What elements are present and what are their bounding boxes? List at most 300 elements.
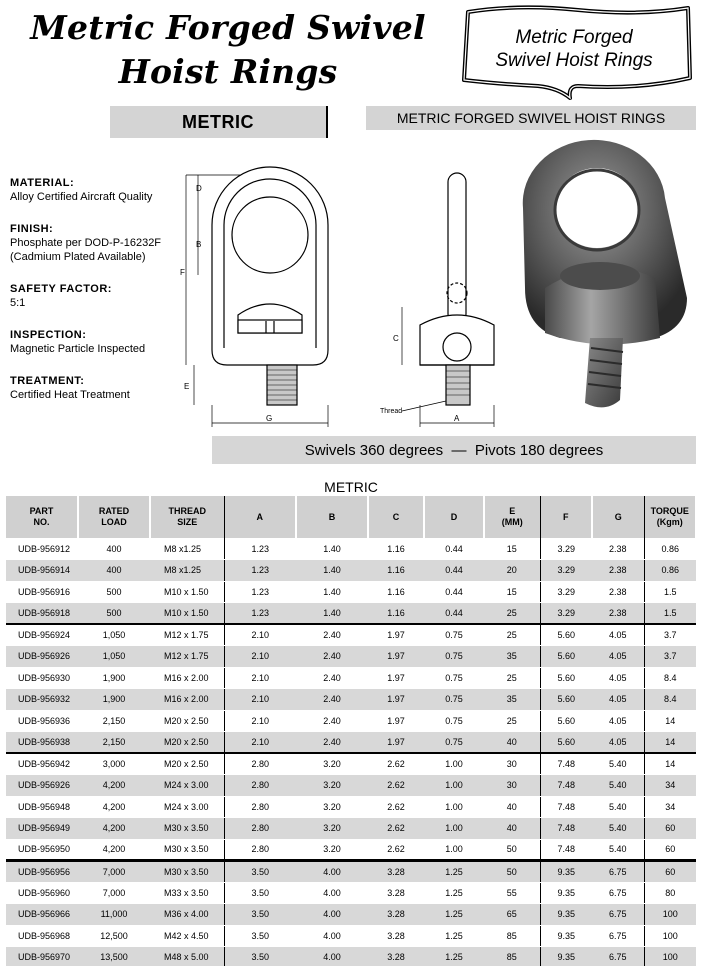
table-row [6, 925, 696, 947]
table-cell: 0.44 [424, 538, 484, 560]
table-cell: 7.48 [540, 753, 592, 775]
table-cell: 5.60 [540, 646, 592, 668]
table-cell: M12 x 1.75 [150, 646, 224, 668]
table-cell: 50 [484, 861, 540, 883]
column-header [644, 496, 696, 538]
table-cell: 5.60 [540, 667, 592, 689]
table-cell: 1.25 [424, 925, 484, 947]
table-cell: 40 [484, 818, 540, 840]
table-cell: M24 x 3.00 [150, 775, 224, 797]
table-cell: 2.40 [296, 624, 368, 646]
table-cell: 1.00 [424, 839, 484, 861]
table-cell: 9.35 [540, 861, 592, 883]
table-cell: 6.75 [592, 861, 644, 883]
table-cell: 0.44 [424, 581, 484, 603]
table-cell: 50 [484, 839, 540, 861]
table-cell: 80 [644, 882, 696, 904]
table-cell: 4.00 [296, 925, 368, 947]
spec-label: FINISH: [10, 223, 54, 235]
table-cell: 5.40 [592, 818, 644, 840]
table-cell: 6.75 [592, 882, 644, 904]
table-cell: 15 [484, 538, 540, 560]
table-cell: 5.60 [540, 732, 592, 754]
table-cell: 11,000 [78, 904, 150, 926]
table-cell: M36 x 4.00 [150, 904, 224, 926]
table-cell: M33 x 3.50 [150, 882, 224, 904]
feature-swivel: Swivels 360 degrees [304, 441, 444, 459]
main-title-line2: Hoist Rings [118, 52, 338, 91]
table-cell: 1.25 [424, 904, 484, 926]
table-cell: 1.23 [224, 560, 296, 582]
table-cell: 2.62 [368, 753, 424, 775]
table-row [6, 560, 696, 582]
table-cell: 0.75 [424, 624, 484, 646]
table-cell: 2.38 [592, 581, 644, 603]
table-cell: 34 [644, 796, 696, 818]
table-cell: M30 x 3.50 [150, 818, 224, 840]
table-cell: 7,000 [78, 882, 150, 904]
table-cell: UDB-956932 [6, 689, 78, 711]
table-cell: 3.29 [540, 603, 592, 625]
dim-label-e: E [184, 382, 190, 391]
table-cell: 400 [78, 538, 150, 560]
dim-label-d: D [196, 184, 202, 193]
table-cell: 55 [484, 882, 540, 904]
table-cell: 1.23 [224, 581, 296, 603]
table-cell: 2.10 [224, 710, 296, 732]
dim-label-b: B [196, 240, 202, 249]
table-cell: 0.86 [644, 538, 696, 560]
table-cell: 2.62 [368, 775, 424, 797]
table-cell: 1.97 [368, 667, 424, 689]
table-cell: 1.00 [424, 775, 484, 797]
column-header-line2: LOAD [101, 517, 127, 527]
table-row [6, 646, 696, 668]
table-cell: 1.40 [296, 603, 368, 625]
badge-line2: Swivel Hoist Rings [495, 50, 653, 71]
table-cell: 500 [78, 581, 150, 603]
table-cell: 4,200 [78, 818, 150, 840]
table-cell: 13,500 [78, 947, 150, 966]
table-cell: UDB-956926 [6, 646, 78, 668]
table-cell: 3.20 [296, 796, 368, 818]
spec-value: Magnetic Particle Inspected [10, 343, 146, 355]
table-caption: METRIC [324, 479, 378, 495]
feature-pivot: Pivots 180 degrees [474, 441, 604, 459]
table-cell: 7.48 [540, 839, 592, 861]
table-cell: 60 [644, 861, 696, 883]
table-cell: 1.40 [296, 581, 368, 603]
table-cell: 12,500 [78, 925, 150, 947]
table-cell: 1.25 [424, 947, 484, 966]
table-cell: 3.50 [224, 882, 296, 904]
table-cell: 8.4 [644, 689, 696, 711]
spec-value: Certified Heat Treatment [10, 389, 130, 401]
spec-label: SAFETY FACTOR: [10, 283, 112, 295]
dim-label-a: A [454, 414, 460, 423]
spec-value: Phosphate per DOD-P-16232F [10, 237, 162, 249]
table-cell: 5.60 [540, 710, 592, 732]
table-cell: UDB-956916 [6, 581, 78, 603]
dim-label-f: F [180, 268, 185, 277]
table-cell: 2.40 [296, 667, 368, 689]
table-cell: 1.00 [424, 818, 484, 840]
column-header-line1: A [256, 511, 263, 522]
table-cell: 3.28 [368, 904, 424, 926]
table-cell: 100 [644, 925, 696, 947]
table-cell: 40 [484, 796, 540, 818]
table-cell: 0.44 [424, 560, 484, 582]
table-cell: 4.00 [296, 904, 368, 926]
table-cell: 3.28 [368, 947, 424, 966]
table-cell: 9.35 [540, 904, 592, 926]
table-row [6, 796, 696, 818]
table-cell: 2.40 [296, 710, 368, 732]
table-cell: 35 [484, 646, 540, 668]
table-cell: 15 [484, 581, 540, 603]
column-header-line1: TORQUE [650, 506, 689, 516]
table-cell: 25 [484, 667, 540, 689]
table-cell: 5.40 [592, 839, 644, 861]
column-header [540, 496, 592, 538]
table-cell: 1.97 [368, 710, 424, 732]
table-cell: M10 x 1.50 [150, 603, 224, 625]
table-cell: 2.10 [224, 732, 296, 754]
table-cell: 4,200 [78, 775, 150, 797]
table-cell: 4.05 [592, 710, 644, 732]
spec-label: INSPECTION: [10, 329, 87, 341]
table-cell: 2.62 [368, 839, 424, 861]
column-header-line1: B [328, 511, 336, 522]
table-cell: 0.75 [424, 667, 484, 689]
table-cell: UDB-956950 [6, 839, 78, 861]
table-cell: 9.35 [540, 947, 592, 966]
column-header-line1: RATED [98, 506, 130, 516]
product-header: METRIC FORGED SWIVEL HOIST RINGS [366, 106, 696, 130]
technical-drawing [180, 165, 510, 435]
table-cell: 3.20 [296, 775, 368, 797]
table-cell: 25 [484, 710, 540, 732]
table-cell: 3.29 [540, 538, 592, 560]
table-cell: 4,200 [78, 796, 150, 818]
table-cell: M30 x 3.50 [150, 839, 224, 861]
table-cell: 14 [644, 710, 696, 732]
column-header-line1: E [509, 506, 516, 516]
table-cell: 14 [644, 732, 696, 754]
table-cell: 2.80 [224, 839, 296, 861]
table-row [6, 861, 696, 883]
table-cell: 7.48 [540, 818, 592, 840]
column-header [368, 496, 424, 538]
table-cell: M20 x 2.50 [150, 753, 224, 775]
table-cell: UDB-956970 [6, 947, 78, 966]
table-cell: 35 [484, 689, 540, 711]
table-cell: 6.75 [592, 947, 644, 966]
table-row [6, 710, 696, 732]
table-cell: M30 x 3.50 [150, 861, 224, 883]
table-cell: 3.50 [224, 904, 296, 926]
feature-dash: — [451, 441, 467, 459]
table-cell: 2,150 [78, 710, 150, 732]
table-cell: 60 [644, 818, 696, 840]
table-cell: 7,000 [78, 861, 150, 883]
table-row [6, 775, 696, 797]
table-cell: 1.16 [368, 603, 424, 625]
column-header-line1: F [563, 511, 569, 522]
table-cell: 2.10 [224, 646, 296, 668]
table-cell: M20 x 2.50 [150, 732, 224, 754]
table-cell: 1,900 [78, 667, 150, 689]
table-cell: M8 x1.25 [150, 560, 224, 582]
table-cell: 1.00 [424, 796, 484, 818]
table-cell: 30 [484, 775, 540, 797]
column-header [6, 496, 78, 538]
table-cell: 2.80 [224, 775, 296, 797]
table-cell: M20 x 2.50 [150, 710, 224, 732]
table-cell: 60 [644, 839, 696, 861]
table-cell: 2.10 [224, 689, 296, 711]
table-cell: 4,200 [78, 839, 150, 861]
table-cell: UDB-956949 [6, 818, 78, 840]
table-cell: 100 [644, 947, 696, 966]
table-cell: 0.75 [424, 646, 484, 668]
table-cell: 1.97 [368, 646, 424, 668]
column-header-line2: SIZE [177, 517, 198, 527]
table-cell: 1,050 [78, 646, 150, 668]
table-cell: 4.00 [296, 882, 368, 904]
table-cell: 5.60 [540, 689, 592, 711]
table-cell: UDB-956942 [6, 753, 78, 775]
table-row [6, 538, 696, 560]
metric-header-divider [326, 106, 328, 138]
table-cell: 0.75 [424, 710, 484, 732]
table-cell: 4.05 [592, 667, 644, 689]
table-cell: 8.4 [644, 667, 696, 689]
table-row [6, 689, 696, 711]
table-cell: 25 [484, 603, 540, 625]
table-cell: 100 [644, 904, 696, 926]
table-row [6, 947, 696, 966]
table-cell: 2.80 [224, 753, 296, 775]
table-cell: 1.97 [368, 689, 424, 711]
table-cell: 3.28 [368, 925, 424, 947]
table-row [6, 753, 696, 775]
table-cell: 2.40 [296, 689, 368, 711]
spec-label: MATERIAL: [10, 177, 75, 189]
column-header [150, 496, 224, 538]
table-cell: 85 [484, 925, 540, 947]
table-cell: 2.62 [368, 818, 424, 840]
table-cell: UDB-956926 [6, 775, 78, 797]
column-header [224, 496, 296, 538]
table-cell: 2.38 [592, 560, 644, 582]
table-cell: 9.35 [540, 882, 592, 904]
table-header-row [6, 496, 696, 538]
table-cell: 3.50 [224, 861, 296, 883]
table-cell: 85 [484, 947, 540, 966]
table-cell: UDB-956930 [6, 667, 78, 689]
table-cell: 1.23 [224, 603, 296, 625]
table-cell: 1.97 [368, 732, 424, 754]
table-row [6, 904, 696, 926]
spec-label: TREATMENT: [10, 375, 85, 387]
table-cell: 2.38 [592, 538, 644, 560]
column-header-line2: (MM) [501, 517, 523, 527]
table-cell: 65 [484, 904, 540, 926]
table-cell: 3.28 [368, 882, 424, 904]
table-row [6, 882, 696, 904]
table-cell: 2.38 [592, 603, 644, 625]
column-header-line1: C [392, 511, 400, 522]
metric-header: METRIC [110, 106, 326, 138]
table-cell: M16 x 2.00 [150, 667, 224, 689]
spec-value: Alloy Certified Aircraft Quality [10, 191, 153, 203]
table-cell: UDB-956938 [6, 732, 78, 754]
table-cell: 3.7 [644, 646, 696, 668]
column-header [78, 496, 150, 538]
table-cell: UDB-956966 [6, 904, 78, 926]
table-cell: 34 [644, 775, 696, 797]
column-header [592, 496, 644, 538]
table-cell: M8 x1.25 [150, 538, 224, 560]
table-cell: M42 x 4.50 [150, 925, 224, 947]
spec-value: 5:1 [10, 297, 26, 309]
table-cell: 4.05 [592, 646, 644, 668]
column-header-line1: PART [29, 506, 54, 516]
table-cell: 3.20 [296, 753, 368, 775]
table-cell: M24 x 3.00 [150, 796, 224, 818]
table-cell: UDB-956956 [6, 861, 78, 883]
dim-label-thread: Thread [380, 408, 403, 415]
table-cell: UDB-956948 [6, 796, 78, 818]
feature-bar [212, 436, 696, 464]
table-cell: 0.75 [424, 732, 484, 754]
main-title [18, 6, 438, 94]
table-cell: 2.80 [224, 796, 296, 818]
table-cell: 4.05 [592, 732, 644, 754]
table-cell: 3.50 [224, 947, 296, 966]
table-row [6, 818, 696, 840]
table-cell: 1.40 [296, 538, 368, 560]
table-cell: 3.7 [644, 624, 696, 646]
table-cell: 1.16 [368, 560, 424, 582]
product-photo [505, 138, 695, 418]
table-cell: 2,150 [78, 732, 150, 754]
column-header [296, 496, 368, 538]
table-cell: 25 [484, 624, 540, 646]
table-row [6, 581, 696, 603]
table-cell: 1,900 [78, 689, 150, 711]
table-cell: UDB-956912 [6, 538, 78, 560]
table-cell: 0.75 [424, 689, 484, 711]
table-cell: 4.00 [296, 861, 368, 883]
table-cell: 1.40 [296, 560, 368, 582]
table-cell: 1.25 [424, 861, 484, 883]
table-cell: 5.40 [592, 753, 644, 775]
table-row [6, 624, 696, 646]
table-cell: UDB-956924 [6, 624, 78, 646]
table-cell: UDB-956968 [6, 925, 78, 947]
table-cell: M48 x 5.00 [150, 947, 224, 966]
badge-line1: Metric Forged [515, 27, 633, 48]
table-row [6, 732, 696, 754]
spec-table [6, 496, 697, 966]
table-cell: 2.80 [224, 818, 296, 840]
column-header-line2: (Kgm) [656, 517, 683, 527]
table-cell: 5.40 [592, 796, 644, 818]
table-cell: UDB-956914 [6, 560, 78, 582]
column-header-line2: NO. [33, 517, 50, 527]
table-cell: M16 x 2.00 [150, 689, 224, 711]
table-cell: M10 x 1.50 [150, 581, 224, 603]
table-cell: M12 x 1.75 [150, 624, 224, 646]
table-row [6, 667, 696, 689]
dim-label-c: C [393, 334, 399, 343]
table-cell: 1,050 [78, 624, 150, 646]
spec-value: (Cadmium Plated Available) [10, 251, 146, 263]
table-cell: 9.35 [540, 925, 592, 947]
table-cell: 2.40 [296, 646, 368, 668]
table-cell: 6.75 [592, 904, 644, 926]
column-header [424, 496, 484, 538]
table-cell: 20 [484, 560, 540, 582]
table-row [6, 839, 696, 861]
table-cell: 1.5 [644, 581, 696, 603]
table-cell: 2.62 [368, 796, 424, 818]
table-cell: 1.5 [644, 603, 696, 625]
table-cell: 400 [78, 560, 150, 582]
table-cell: 4.05 [592, 689, 644, 711]
table-cell: 1.16 [368, 538, 424, 560]
table-body [6, 538, 696, 966]
table-cell: 5.60 [540, 624, 592, 646]
table-cell: 3.29 [540, 560, 592, 582]
table-cell: 0.86 [644, 560, 696, 582]
table-cell: 3,000 [78, 753, 150, 775]
table-cell: 1.25 [424, 882, 484, 904]
column-header-line1: THREAD [168, 506, 206, 516]
table-cell: 2.10 [224, 667, 296, 689]
table-cell: 14 [644, 753, 696, 775]
table-row [6, 603, 696, 625]
table-cell: UDB-956918 [6, 603, 78, 625]
table-cell: UDB-956936 [6, 710, 78, 732]
table-cell: 500 [78, 603, 150, 625]
table-cell: 7.48 [540, 775, 592, 797]
table-cell: UDB-956960 [6, 882, 78, 904]
table-cell: 3.29 [540, 581, 592, 603]
table-cell: 6.75 [592, 925, 644, 947]
table-cell: 5.40 [592, 775, 644, 797]
table-cell: 3.50 [224, 925, 296, 947]
column-header [484, 496, 540, 538]
table-cell: 2.10 [224, 624, 296, 646]
table-cell: 1.16 [368, 581, 424, 603]
product-badge [458, 4, 694, 96]
table-cell: 0.44 [424, 603, 484, 625]
table-cell: 2.40 [296, 732, 368, 754]
table-cell: 4.05 [592, 624, 644, 646]
table-cell: 30 [484, 753, 540, 775]
main-title-line1: Metric Forged Swivel [30, 8, 426, 47]
table-cell: 40 [484, 732, 540, 754]
table-cell: 1.00 [424, 753, 484, 775]
table-cell: 3.20 [296, 839, 368, 861]
table-cell: 7.48 [540, 796, 592, 818]
column-header-line1: D [450, 511, 458, 522]
table-cell: 1.23 [224, 538, 296, 560]
dim-label-g: G [266, 414, 273, 423]
